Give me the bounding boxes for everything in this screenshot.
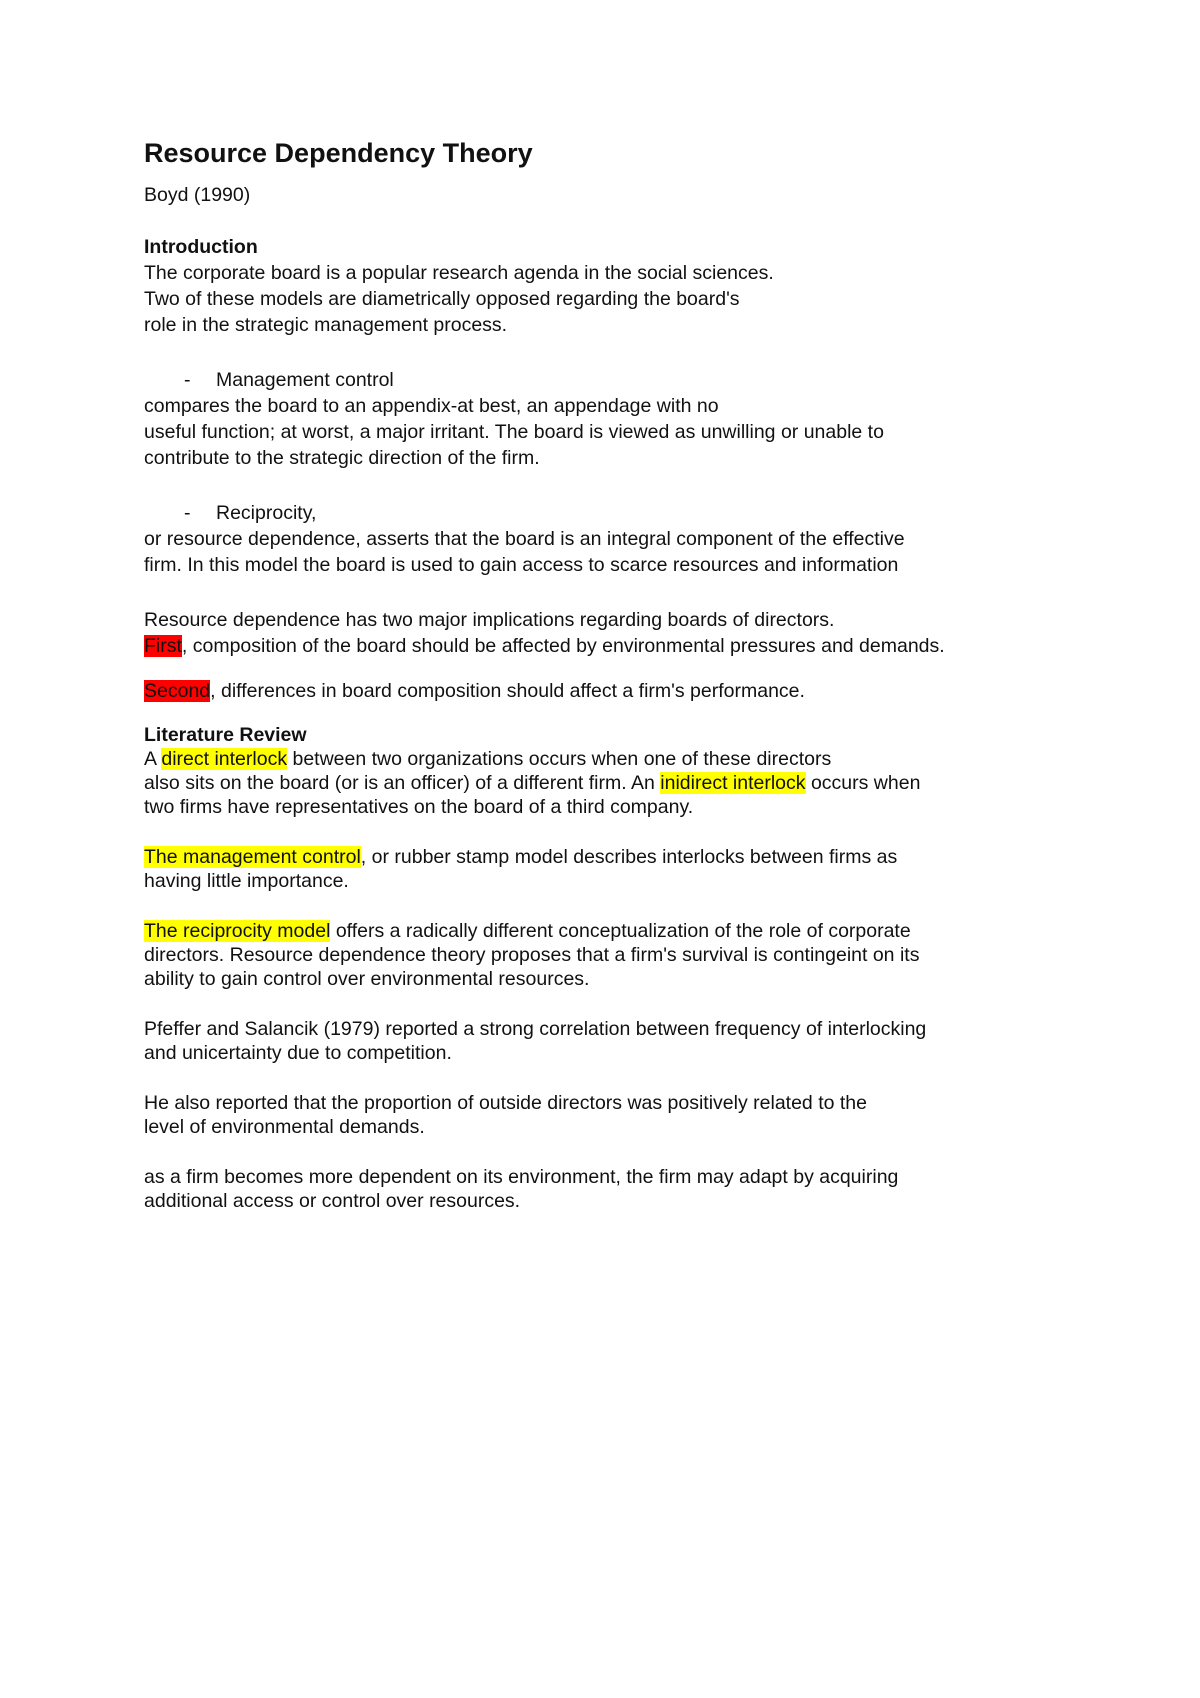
bullet-label: Reciprocity,	[216, 502, 317, 524]
lit-p2-line-2: having little importance.	[144, 870, 349, 892]
highlight-second: Second	[144, 680, 211, 702]
literature-review-heading: Literature Review	[144, 724, 307, 746]
bullet-dash: -	[184, 369, 191, 391]
bullet-label: Management control	[216, 369, 394, 391]
introduction-heading: Introduction	[144, 236, 258, 258]
lit-p5-line-1: He also reported that the proportion of outside directors was positively related to the	[144, 1092, 867, 1114]
highlight-management-control: The management control	[144, 846, 361, 868]
lit-p3-line-3: ability to gain control over environmental resources.	[144, 968, 590, 990]
lit-p4-line-1: Pfeffer and Salancik (1979) reported a strong correlation between frequency of interlocking	[144, 1018, 927, 1040]
lit-text: , or rubber stamp model describes interlocks between firms as	[360, 846, 898, 868]
highlight-indirect-interlock: inidirect interlock	[660, 772, 806, 794]
management-control-line-3: contribute to the strategic direction of the firm.	[144, 447, 540, 469]
lit-text: also sits on the board (or is an officer) of a different firm. An	[144, 772, 661, 794]
management-control-line-2: useful function; at worst, a major irritant. The board is viewed as unwilling or unable to	[144, 421, 884, 443]
implication-first	[144, 633, 1074, 659]
lit-p1-line-1	[144, 747, 1074, 771]
lit-p3-line-1	[144, 919, 1074, 943]
document-page	[144, 140, 1074, 1213]
highlight-direct-interlock: direct interlock	[161, 748, 288, 770]
management-control-line-1: compares the board to an appendix-at best, an appendage with no	[144, 395, 719, 417]
lit-p3-line-2: directors. Resource dependence theory proposes that a firm's survival is contingeint on its	[144, 944, 920, 966]
implication-first-text: , composition of the board should be affected by environmental pressures and demands.	[181, 635, 945, 657]
lit-p6-line-1: as a firm becomes more dependent on its environment, the firm may adapt by acquiring	[144, 1166, 899, 1188]
implications-line: Resource dependence has two major implications regarding boards of directors.	[144, 609, 835, 631]
document-title: Resource Dependency Theory	[144, 138, 533, 168]
lit-text: occurs when	[805, 772, 921, 794]
lit-text: offers a radically different conceptualization of the role of corporate	[330, 920, 911, 942]
lit-p1-line-2	[144, 771, 1074, 795]
lit-text: A	[144, 748, 162, 770]
highlight-reciprocity-model: The reciprocity model	[144, 920, 331, 942]
lit-p6-line-2: additional access or control over resources.	[144, 1190, 521, 1212]
lit-text: between two organizations occurs when one of these directors	[287, 748, 832, 770]
intro-line-1: The corporate board is a popular research agenda in the social sciences.	[144, 262, 774, 284]
lit-p1-line-3: two firms have representatives on the board of a third company.	[144, 796, 694, 818]
reciprocity-line-2: firm. In this model the board is used to gain access to scarce resources and information	[144, 554, 899, 576]
lit-p2-line-1	[144, 845, 1074, 869]
reciprocity-line-1: or resource dependence, asserts that the board is an integral component of the effective	[144, 528, 905, 550]
implication-second	[144, 678, 1074, 704]
implication-second-text: , differences in board composition should affect a firm's performance.	[210, 680, 805, 702]
lit-p4-line-2: and unicertainty due to competition.	[144, 1042, 452, 1064]
bullet-reciprocity	[144, 500, 1074, 526]
bullet-dash: -	[184, 502, 191, 524]
intro-line-2: Two of these models are diametrically opposed regarding the board's	[144, 288, 740, 310]
intro-line-3: role in the strategic management process.	[144, 314, 508, 336]
author-line: Boyd (1990)	[144, 184, 251, 206]
highlight-first: First	[144, 635, 182, 657]
lit-p5-line-2: level of environmental demands.	[144, 1116, 425, 1138]
bullet-management-control	[144, 367, 1074, 393]
